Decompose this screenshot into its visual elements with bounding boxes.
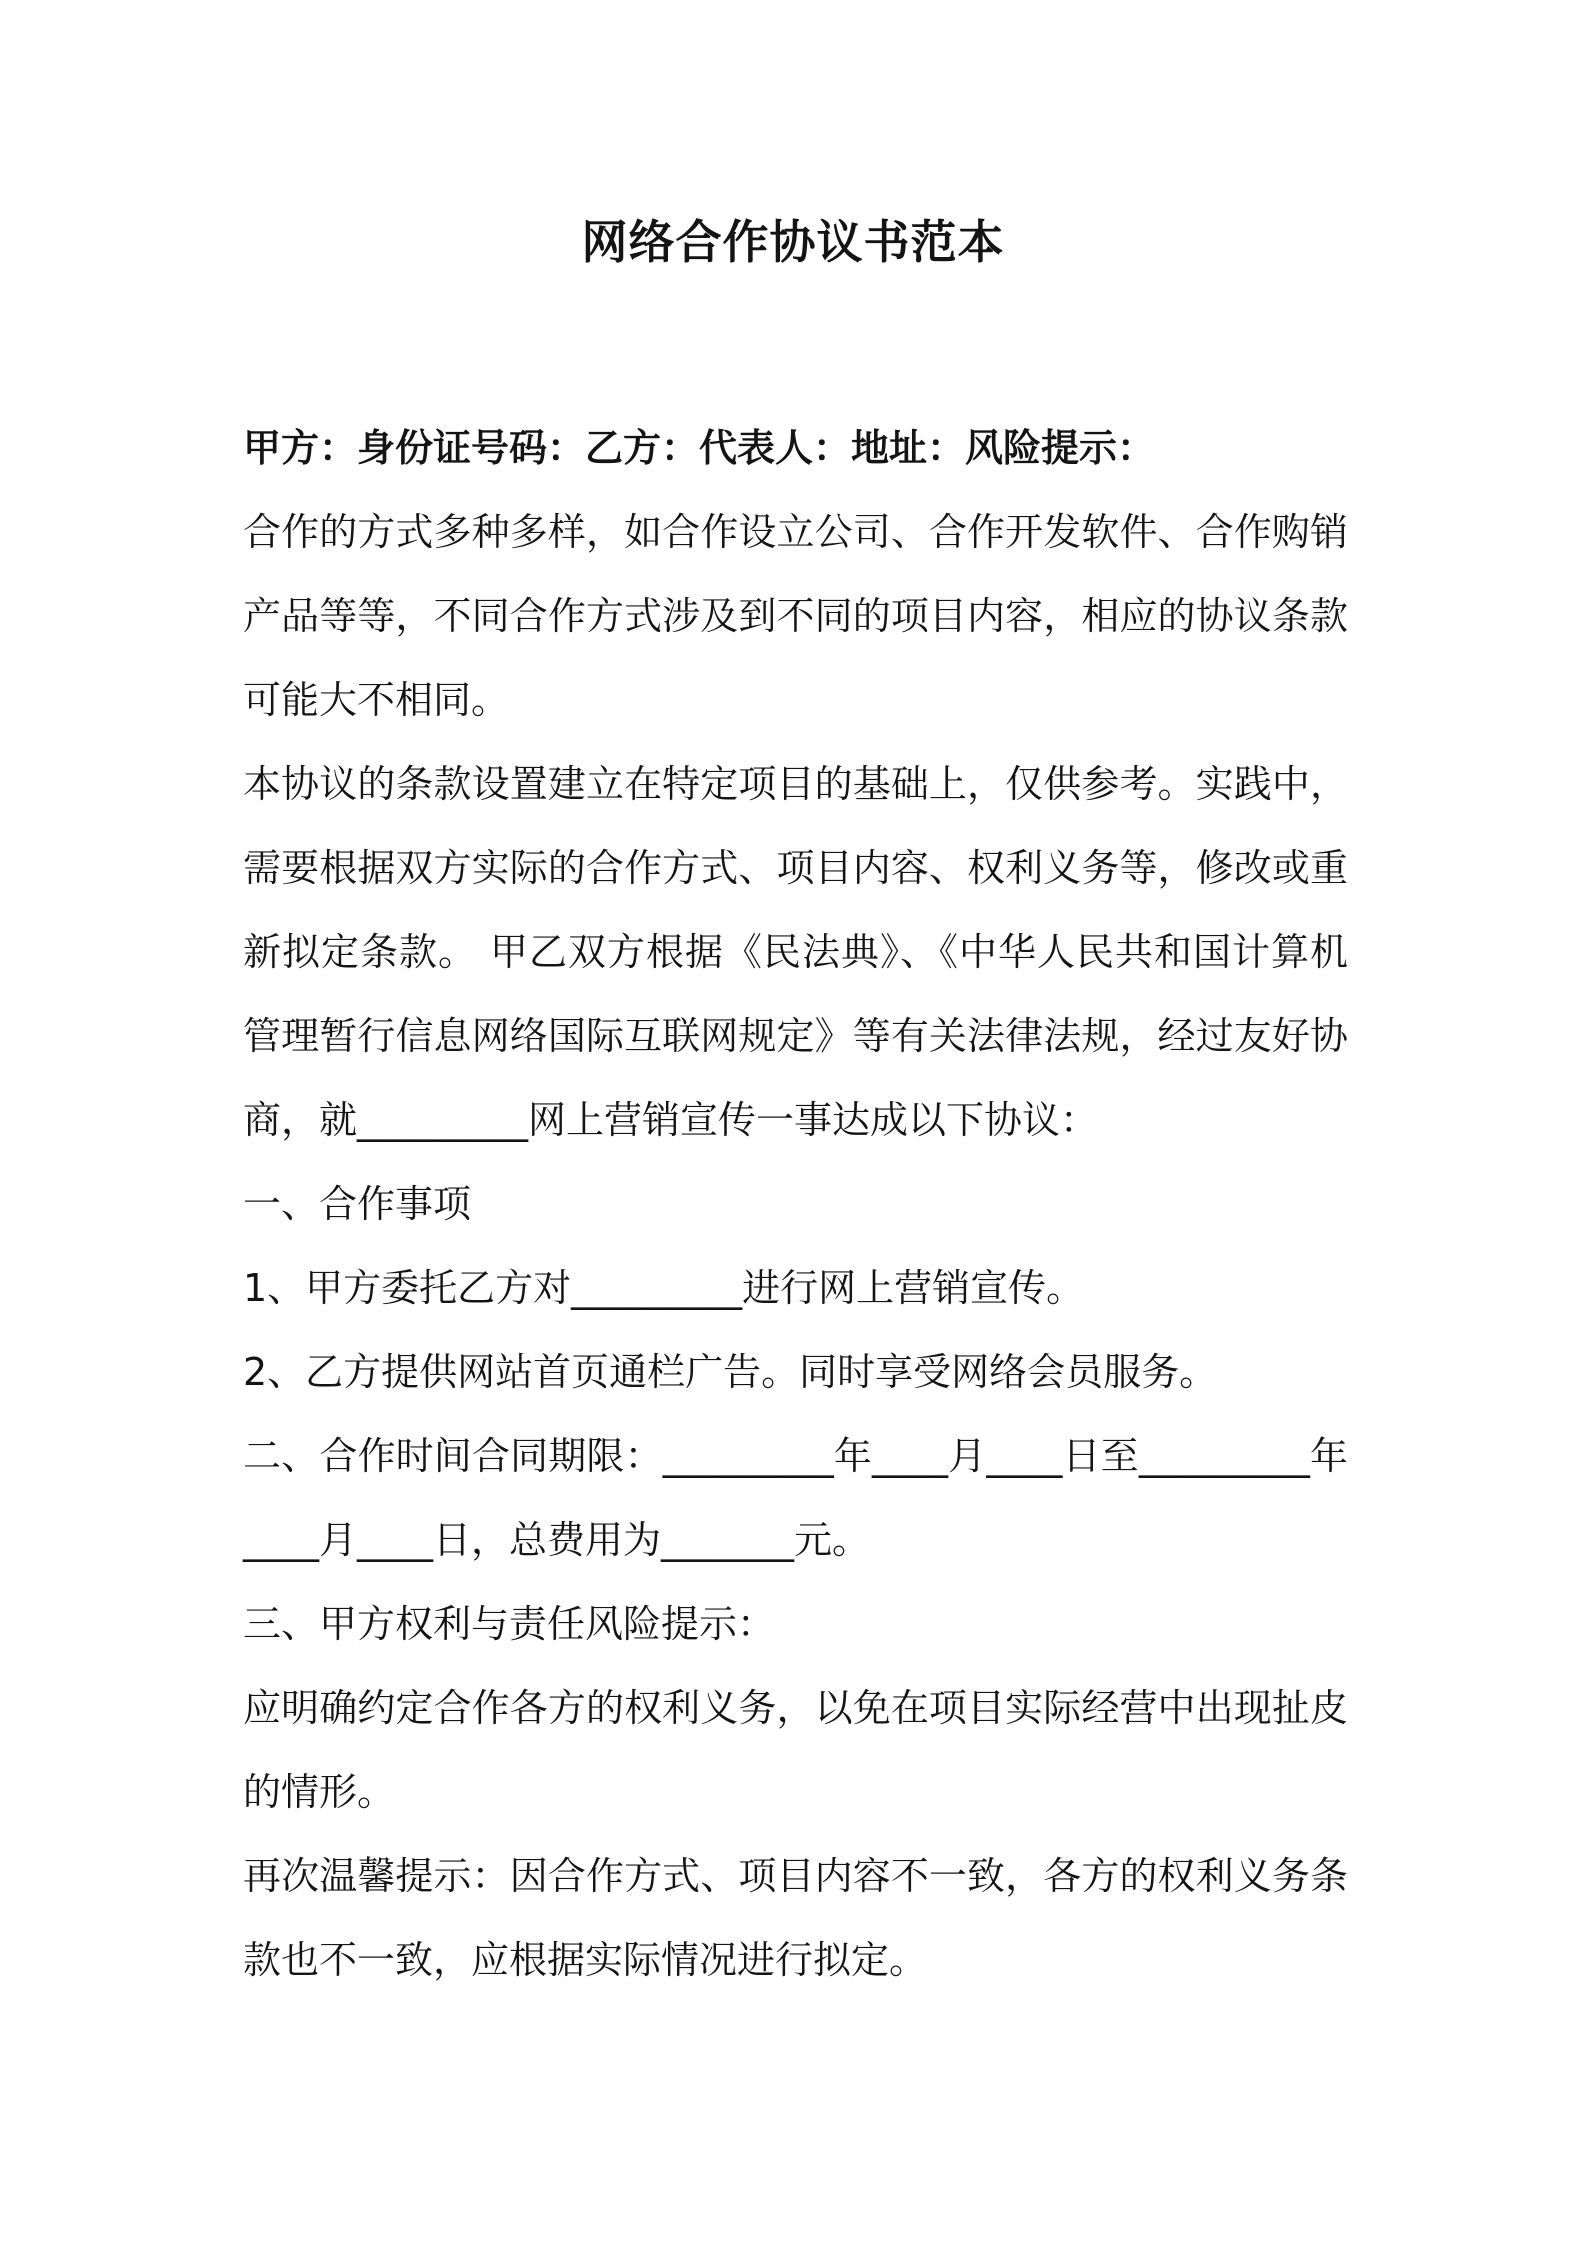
- cooperation-methods-paragraph: 合作的方式多种多样，如合作设立公司、合作开发软件、合作购销产品等等，不同合作方式涉及到不同的项目内容，相应的协议条款可能大不相同。: [243, 510, 1348, 722]
- section-heading-party-a-rights: 三、甲方权利与责任风险提示：: [243, 1602, 776, 1646]
- final-reminder-paragraph: 再次温馨提示：因合作方式、项目内容不一致，各方的权利义务条款也不一致，应根据实际情况进行拟定。: [243, 1854, 1348, 1982]
- document-body: [243, 406, 1348, 2002]
- section-cooperation-period: 二、合作时间合同期限：_________年____月____日至_________年____月____日，总费用为_______元。: [243, 1434, 1348, 1562]
- clause-1: 1、甲方委托乙方对_________进行网上营销宣传。: [243, 1266, 1085, 1310]
- section-heading-cooperation-items: 一、合作事项: [243, 1182, 472, 1226]
- clause-2: 2、乙方提供网站首页通栏广告。同时享受网络会员服务。: [243, 1350, 1218, 1394]
- document-title: 网络合作协议书范本: [581, 215, 1005, 269]
- agreement-basis-paragraph: 本协议的条款设置建立在特定项目的基础上，仅供参考。实践中，需要根据双方实际的合作方式、项目内容、权利义务等，修改或重新拟定条款。 甲乙双方根据《民法典》、《中华人民共和国计算机管理暂行信息网络国际互联网规定》等有关法律法规，经过友好协商，就_________网上营销宣传一事达成以下协议：: [243, 762, 1348, 1142]
- rights-obligations-paragraph: 应明确约定合作各方的权利义务，以免在项目实际经营中出现扯皮的情形。: [243, 1686, 1348, 1814]
- party-info-line: 甲方：身份证号码：乙方：代表人：地址：风险提示：: [243, 426, 1156, 470]
